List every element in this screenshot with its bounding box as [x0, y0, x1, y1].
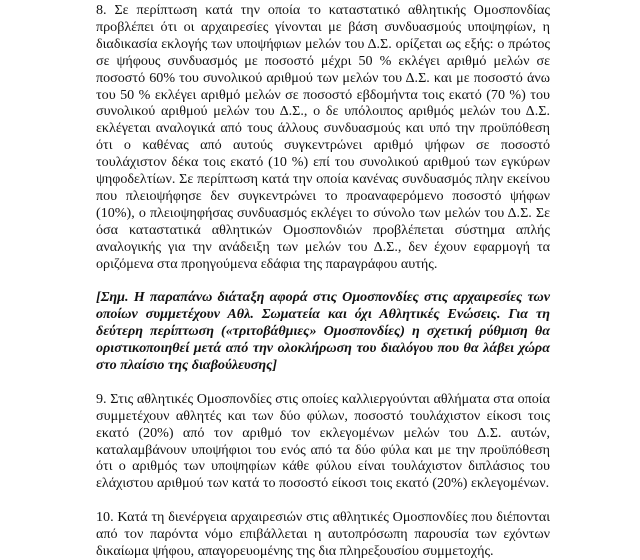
paragraph-spacer [96, 492, 550, 509]
paragraph-spacer [96, 273, 550, 290]
paragraph-8: 8. Σε περίπτωση κατά την οποία το καταστατικό αθλητικής Ομοσπονδίας προβλέπει ότι οι αρχαιρεσίες γίνονται με βάση συνδυασμούς υποψηφίων, η διαδικασία εκλογής των υποψήφιων μελών του Δ.Σ. ορίζεται ως εξής: ο πρώτος σε ψήφους συνδυασμός με ποσοστό μέχρι 50 % εκλέγει αριθμό μελών σε ποσοστό 60% του συνολικού αριθμού των μελών του Δ.Σ. και με ποσοστό άνω του 50 % εκλέγει αριθμό μελών σε ποσοστό εβδομήντα τοις εκατό (70 %) του συνολικού αριθμού μελών του Δ.Σ., ο δε υπόλοιπος αριθμός μελών του Δ.Σ. εκλέγεται αναλογικά από τους άλλους συνδυασμούς και υπό την προϋπόθεση ότι ο καθένας από αυτούς συγκεντρώνει αριθμό ψήφων σε ποσοστό τουλάχιστον δέκα τοις εκατό (10 %) επί του συνολικού αριθμού των εγκύρων ψηφοδελτίων. Σε περίπτωση κατά την οποία κανένας συνδυασμός πλην εκείνου που πλειοψήφησε δεν συγκεντρώνει το προαναφερόμενο ποσοστό ψήφων (10%), ο πλειοψηφήσας συνδυασμός εκλέγει το σύνολο των μελών του Δ.Σ. Σε όσα καταστατικά αθλητικών Ομοσπονδιών προβλέπεται σύστημα απλής αναλογικής για την ανάδειξη των μελών του Δ.Σ., δεν έχουν εφαρμογή τα οριζόμενα στα προηγούμενα εδάφια της παραγράφου αυτής. [96, 2, 550, 272]
paragraph-spacer [96, 374, 550, 391]
paragraph-9: 9. Στις αθλητικές Ομοσπονδίες στις οποίες καλλιεργούνται αθλήματα στα οποία συμμετέχουν αθλητές και των δύο φύλων, ποσοστό τουλάχιστον είκοσι τοις εκατό (20%) από τον αριθμό τον εκλεγομένων μελών του Δ.Σ. αυτών, καταλαμβάνουν υποψήφιοι του ενός από τα δύο φύλα και με την προϋπόθεση ότι ο αριθμός των υποψηφίων κάθε φύλου είναι τουλάχιστον διπλάσιος του ελάχιστου αριθμού των κατά το ποσοστό είκοσι τοις εκατό (20%) εκλεγομένων. [96, 390, 550, 492]
document-page [96, 2, 550, 560]
paragraph-10: 10. Κατά τη διενέργεια αρχαιρεσιών στις αθλητικές Ομοσπονδίες που διέπονται από τον παρόντα νόμο επιβάλλεται η αυτοπρόσωπη παρουσία των εχόντων δικαίωμα ψήφου, απαγορευομένης της δια πληρεξουσίου συμμετοχής. [96, 509, 550, 559]
editorial-note: [Σημ. Η παραπάνω διάταξη αφορά στις Ομοσπονδίες στις αρχαιρεσίες των οποίων συμμετέχουν Αθλ. Σωματεία και όχι Αθλητικές Ενώσεις. Για τη δεύτερη περίπτωση («τριτοβάθμιες» Ομοσπονδίες) η σχετική ρύθμιση θα οριστικοποιηθεί μετά από την ολοκλήρωση του διαλόγου που θα λάβει χώρα στο πλαίσιο της διαβούλευσης] [96, 289, 550, 374]
